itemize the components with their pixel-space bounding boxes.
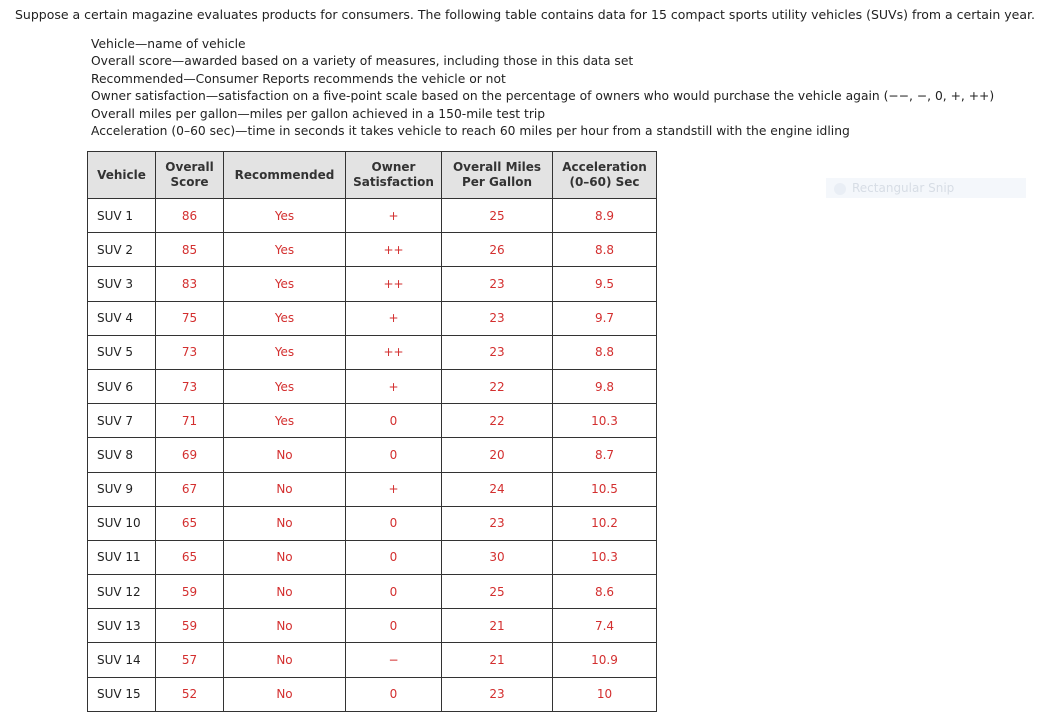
cell-acceleration: 9.8 <box>553 369 657 403</box>
cell-acceleration: 8.9 <box>553 199 657 233</box>
cell-mpg: 26 <box>442 233 553 267</box>
cell-overall-score: 75 <box>156 301 224 335</box>
cell-owner-satisfaction: + <box>346 301 442 335</box>
cell-acceleration: 9.5 <box>553 267 657 301</box>
table-row <box>88 643 657 677</box>
cell-overall-score: 83 <box>156 267 224 301</box>
cell-mpg: 21 <box>442 609 553 643</box>
table-row <box>88 540 657 574</box>
cell-vehicle: SUV 15 <box>88 677 156 711</box>
table-row <box>88 609 657 643</box>
cell-mpg: 21 <box>442 643 553 677</box>
table-row <box>88 677 657 711</box>
cell-overall-score: 73 <box>156 335 224 369</box>
cell-acceleration: 8.8 <box>553 233 657 267</box>
cell-owner-satisfaction: 0 <box>346 438 442 472</box>
cell-owner-satisfaction: 0 <box>346 506 442 540</box>
cell-owner-satisfaction: + <box>346 472 442 506</box>
header-acceleration: Acceleration (0–60) Sec <box>553 152 657 199</box>
cell-vehicle: SUV 9 <box>88 472 156 506</box>
cell-overall-score: 73 <box>156 369 224 403</box>
cell-acceleration: 8.6 <box>553 575 657 609</box>
cell-overall-score: 57 <box>156 643 224 677</box>
cell-recommended: No <box>224 472 346 506</box>
cell-overall-score: 85 <box>156 233 224 267</box>
cell-mpg: 22 <box>442 404 553 438</box>
cell-owner-satisfaction: − <box>346 643 442 677</box>
table-header-row <box>88 152 657 199</box>
cell-recommended: Yes <box>224 199 346 233</box>
cell-recommended: No <box>224 575 346 609</box>
cell-vehicle: SUV 4 <box>88 301 156 335</box>
cell-acceleration: 10.3 <box>553 540 657 574</box>
cell-vehicle: SUV 14 <box>88 643 156 677</box>
table-row <box>88 404 657 438</box>
cell-acceleration: 7.4 <box>553 609 657 643</box>
table-row <box>88 233 657 267</box>
cell-overall-score: 86 <box>156 199 224 233</box>
cell-vehicle: SUV 1 <box>88 199 156 233</box>
cell-owner-satisfaction: 0 <box>346 609 442 643</box>
snip-icon <box>834 183 846 195</box>
cell-mpg: 30 <box>442 540 553 574</box>
cell-acceleration: 10.2 <box>553 506 657 540</box>
cell-overall-score: 67 <box>156 472 224 506</box>
cell-vehicle: SUV 11 <box>88 540 156 574</box>
header-recommended: Recommended <box>224 152 346 199</box>
definitions-list <box>91 36 994 140</box>
table-row <box>88 335 657 369</box>
cell-vehicle: SUV 13 <box>88 609 156 643</box>
cell-vehicle: SUV 5 <box>88 335 156 369</box>
cell-overall-score: 59 <box>156 575 224 609</box>
cell-owner-satisfaction: ++ <box>346 233 442 267</box>
table-row <box>88 199 657 233</box>
cell-mpg: 20 <box>442 438 553 472</box>
table-row <box>88 575 657 609</box>
cell-recommended: Yes <box>224 233 346 267</box>
table-row <box>88 301 657 335</box>
cell-acceleration: 9.7 <box>553 301 657 335</box>
cell-overall-score: 65 <box>156 540 224 574</box>
header-mpg: Overall Miles Per Gallon <box>442 152 553 199</box>
cell-acceleration: 8.7 <box>553 438 657 472</box>
cell-acceleration: 8.8 <box>553 335 657 369</box>
definition-recommended: Recommended—Consumer Reports recommends the vehicle or not <box>91 71 506 86</box>
cell-overall-score: 65 <box>156 506 224 540</box>
cell-recommended: Yes <box>224 335 346 369</box>
cell-acceleration: 10 <box>553 677 657 711</box>
cell-owner-satisfaction: + <box>346 369 442 403</box>
cell-recommended: No <box>224 506 346 540</box>
table-row <box>88 472 657 506</box>
cell-owner-satisfaction: 0 <box>346 404 442 438</box>
rectangular-snip-overlay: Rectangular Snip <box>826 178 1026 198</box>
cell-overall-score: 69 <box>156 438 224 472</box>
cell-recommended: Yes <box>224 267 346 301</box>
cell-vehicle: SUV 10 <box>88 506 156 540</box>
cell-mpg: 23 <box>442 267 553 301</box>
cell-vehicle: SUV 7 <box>88 404 156 438</box>
cell-overall-score: 52 <box>156 677 224 711</box>
cell-acceleration: 10.5 <box>553 472 657 506</box>
cell-mpg: 23 <box>442 506 553 540</box>
cell-overall-score: 59 <box>156 609 224 643</box>
table-row <box>88 506 657 540</box>
definition-owner-satisfaction: Owner satisfaction—satisfaction on a five-point scale based on the percentage of owners who would purchase the vehicle again (−−, −, 0, +, ++) <box>91 89 995 104</box>
cell-owner-satisfaction: ++ <box>346 335 442 369</box>
table-row <box>88 369 657 403</box>
cell-recommended: Yes <box>224 404 346 438</box>
cell-owner-satisfaction: 0 <box>346 540 442 574</box>
cell-acceleration: 10.9 <box>553 643 657 677</box>
cell-recommended: No <box>224 438 346 472</box>
cell-recommended: No <box>224 677 346 711</box>
cell-recommended: No <box>224 609 346 643</box>
suv-table <box>87 151 657 712</box>
cell-acceleration: 10.3 <box>553 404 657 438</box>
cell-owner-satisfaction: 0 <box>346 575 442 609</box>
cell-vehicle: SUV 8 <box>88 438 156 472</box>
cell-owner-satisfaction: 0 <box>346 677 442 711</box>
cell-recommended: Yes <box>224 301 346 335</box>
cell-vehicle: SUV 3 <box>88 267 156 301</box>
cell-vehicle: SUV 12 <box>88 575 156 609</box>
header-owner-satisfaction: Owner Satisfaction <box>346 152 442 199</box>
cell-mpg: 25 <box>442 199 553 233</box>
intro-text: Suppose a certain magazine evaluates products for consumers. The following table contains data for 15 compact sports utility vehicles (SUVs) from a certain year. <box>15 7 1035 22</box>
cell-recommended: No <box>224 540 346 574</box>
cell-mpg: 22 <box>442 369 553 403</box>
cell-owner-satisfaction: + <box>346 199 442 233</box>
table-row <box>88 438 657 472</box>
cell-recommended: No <box>224 643 346 677</box>
definition-vehicle: Vehicle—name of vehicle <box>91 37 246 51</box>
header-vehicle: Vehicle <box>88 152 156 199</box>
definition-mpg: Overall miles per gallon—miles per gallon achieved in a 150-mile test trip <box>91 106 546 121</box>
cell-recommended: Yes <box>224 369 346 403</box>
definition-overall-score: Overall score—awarded based on a variety of measures, including those in this data set <box>91 54 634 69</box>
cell-mpg: 23 <box>442 301 553 335</box>
cell-vehicle: SUV 2 <box>88 233 156 267</box>
cell-overall-score: 71 <box>156 404 224 438</box>
cell-owner-satisfaction: ++ <box>346 267 442 301</box>
cell-mpg: 25 <box>442 575 553 609</box>
cell-mpg: 23 <box>442 335 553 369</box>
cell-mpg: 23 <box>442 677 553 711</box>
definition-acceleration: Acceleration (0–60 sec)—time in seconds it takes vehicle to reach 60 miles per hour from a standstill with the engine idling <box>91 123 850 138</box>
cell-vehicle: SUV 6 <box>88 369 156 403</box>
header-overall-score: Overall Score <box>156 152 224 199</box>
table-row <box>88 267 657 301</box>
cell-mpg: 24 <box>442 472 553 506</box>
